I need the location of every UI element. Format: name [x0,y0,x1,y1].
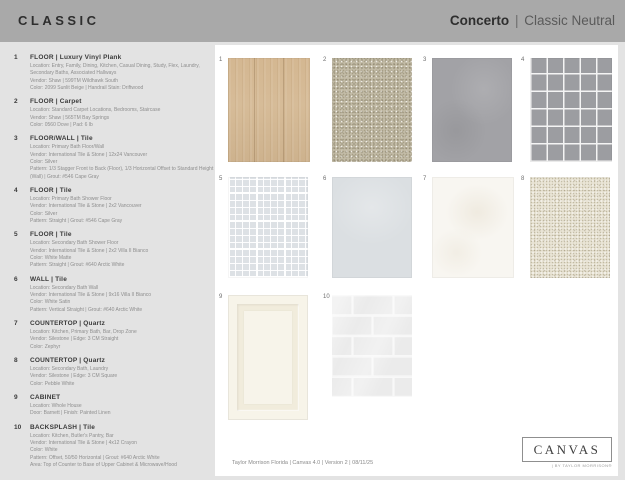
swatch-number: 7 [423,176,427,182]
spec-item-title: COUNTERTOP | Quartz [30,319,106,327]
swatch-cell-1 [219,57,310,162]
swatch-number: 9 [219,294,223,300]
spec-detail: Location: Standard Carpet Locations, Bedrooms, Staircase [30,107,161,114]
spec-detail: Vendor: International Tile & Stone | 12x24 Vancouver [30,151,148,158]
spec-detail: Color: Silver [30,210,58,217]
swatch-number: 3 [423,57,427,63]
silver-tile-swatch [432,58,512,162]
spec-item-number: 2 [14,98,18,106]
spec-item-title: BACKSPLASH | Tile [30,423,96,431]
canvas-logo-frame [522,437,612,462]
swatch-number: 2 [323,57,327,63]
spec-detail: Color: White Satin [30,299,71,306]
swatch-cell-5 [219,176,308,278]
spec-detail: Pattern: Vertical Straight | Grout: #640 Arctic White [30,306,143,313]
spec-item-wall-tile [14,276,214,314]
swatch-number: 6 [323,176,327,182]
tile-gloss-sheen [332,295,412,397]
spec-item-backsplash [14,424,214,470]
spec-detail: Vendor: International Tile & Stone | 2x2 Vancouver [30,203,142,210]
spec-detail: Vendor: Silestone | Edge: 3 CM Square [30,373,118,380]
spec-item-floor-tile-secondary [14,231,214,269]
spec-detail: Location: Primary Bath Shower Floor [30,196,112,203]
spec-item-number: 10 [14,423,22,431]
spec-item-number: 6 [14,275,18,283]
spec-detail: Vendor: International Tile & Stone | 4x12 Crayon [30,440,137,447]
spec-detail: Pattern: Offset, 50/50 Horizontal | Grout: #640 Arctic White [30,454,160,461]
scheme-divider: | [514,13,519,28]
spec-detail: Color: 0560 Dove | Pad: 6 lb [30,122,93,129]
spec-item-countertop-kitchen [14,320,214,351]
spec-detail: Vendor: International Tile & Stone | 9x16 Villa II Bianco [30,291,152,298]
spec-detail: Color: 2099 Sunlit Beige | Handrail Stain: Driftwood [30,85,144,92]
silver-mosaic-tile-swatch [530,58,612,162]
spec-detail: Location: Kitchen, Primary Bath, Bar, Drop Zone [30,329,137,335]
spec-detail: Color: Pebble White [30,380,75,387]
spec-detail: Location: Secondary Bath, Laundry [30,366,109,373]
spec-detail: Location: Secondary Bath Wall [30,284,99,291]
spec-item-title: COUNTERTOP | Quartz [30,356,106,364]
swatch-cell-9 [219,294,308,420]
material-board [215,45,618,476]
vinyl-plank-swatch [228,58,310,162]
swatch-number: 5 [219,176,223,182]
canvas-logo [522,437,612,469]
spec-detail: Location: Whole House [30,403,82,410]
spec-item-title: CABINET [30,393,61,401]
swatch-number: 10 [323,294,330,300]
spec-item-number: 1 [14,54,18,61]
spec-list [14,54,214,475]
swatch-cell-7 [423,176,514,278]
spec-item-number: 3 [14,135,18,143]
swatch-number: 8 [521,176,525,182]
spec-item-title: FLOOR/WALL | Tile [30,135,93,143]
scheme-title [450,13,615,28]
spec-item-title: FLOOR | Tile [30,186,72,194]
canvas-wordmark: CANVAS [533,441,601,457]
spec-detail: Door: Barnett | Finish: Painted Linen [30,410,111,417]
swatch-number: 4 [521,57,525,63]
spec-item-number: 7 [14,319,18,327]
spec-detail: Pattern: Straight | Grout: #640 Arctic White [30,262,125,269]
spec-detail: Pattern: Straight | Grout: #546 Cape Gray [30,217,123,224]
spec-item-floor-carpet [14,98,214,129]
spec-item-number: 8 [14,356,18,364]
spec-item-number: 4 [14,186,18,194]
swatch-cell-3 [423,57,512,162]
spec-detail: Color: Zephyr [30,343,61,350]
spec-item-number: 5 [14,231,18,239]
swatch-cell-4 [521,57,612,162]
spec-item-cabinet [14,394,214,418]
spec-item-countertop-secondary [14,357,214,388]
spec-item-floor-lvp [14,54,214,92]
white-mosaic-tile-swatch [228,177,308,278]
cabinet-door-swatch [228,295,308,420]
spec-detail: Location: Kitchen, Butler's Pantry, Bar [30,432,114,439]
spec-detail: Vendor: International Tile & Stone | 2x2 Villa II Bianco [30,247,149,254]
document-footer: Taylor Morrison Florida | Canvas 4.0 | Version 2 | 08/11/25 [232,460,374,466]
spec-detail: Vendor: Shaw | 599TM Wildhawk South [30,77,119,84]
spec-detail: Location: Primary Bath Floor/Wall [30,144,105,151]
swatch-cell-8 [521,176,610,278]
spec-item-title: FLOOR | Luxury Vinyl Plank [30,54,122,61]
subway-tile-swatch [332,295,412,397]
scheme-variant: Classic Neutral [524,13,615,28]
swatch-cell-6 [323,176,412,278]
zephyr-quartz-swatch [432,177,514,278]
swatch-number: 1 [219,57,223,63]
canvas-tagline: | BY TAYLOR MORRISON® [551,463,612,468]
carpet-swatch [332,58,412,162]
spec-item-number: 9 [14,393,18,401]
spec-item-title: FLOOR | Tile [30,231,72,239]
spec-detail: Color: White Matte [30,254,72,261]
spec-detail: Color: Silver [30,159,58,166]
spec-detail: Color: White [30,447,58,454]
spec-item-title: WALL | Tile [30,275,68,283]
pebble-white-quartz-swatch [530,177,610,278]
collection-tier-title: CLASSIC [18,13,100,28]
spec-item-floorwall-tile [14,135,214,181]
spec-detail: Location: Secondary Bath Shower Floor [30,240,119,247]
spec-detail: Vendor: Silestone | Edge: 3 CM Straight [30,336,119,343]
scheme-name: Concerto [449,13,510,28]
spec-detail: Location: Entry, Family, Dining, Kitchen, Casual Dining, Study, Flex, Laundry, Secondary Baths, Associated Hallways [30,63,200,77]
white-satin-tile-swatch [332,177,412,278]
spec-detail: Pattern: 1/3 Stagger Front to Back (Floor), 1/3 Horizontal Offset to Standard Height (Wall) | Grout: #546 Cape Gray [30,166,214,180]
spec-detail: Vendor: Shaw | 565TM Bay Springs [30,114,110,121]
header-bar [0,0,625,42]
spec-item-floor-tile-primary [14,187,214,225]
swatch-cell-10 [323,294,412,397]
spec-detail: Area: Top of Counter to Base of Upper Cabinet & Microwave/Hood [30,461,177,468]
swatch-cell-2 [323,57,412,162]
spec-item-title: FLOOR | Carpet [30,98,82,106]
